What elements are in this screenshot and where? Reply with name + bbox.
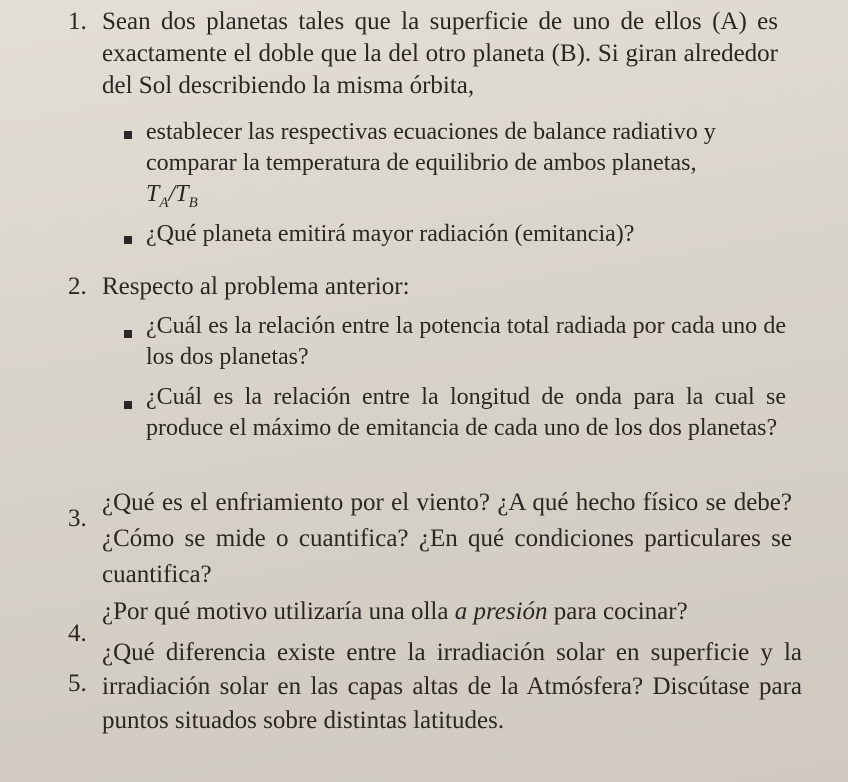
bullet-text: ¿Qué planeta emitirá mayor radiación (emitancia)? (146, 221, 635, 247)
question-text: ¿Qué es el enfriamiento por el viento? ¿A qué hecho físico se debe? ¿Cómo se mide o cuantifica? ¿En qué condiciones particulares se cuantifica? (102, 489, 792, 588)
question-number: 5. (68, 670, 87, 697)
bullet-marker (124, 401, 132, 409)
question-text: ¿Por qué motivo utilizaría una olla a presión para cocinar? (102, 598, 688, 625)
question-text: ¿Qué diferencia existe entre la irradiación solar en superficie y la irradiación solar en las capas altas de la Atmósfera? Discútase para puntos situados sobre distintas latitudes. (102, 639, 802, 734)
bullet-text: ¿Cuál es la relación entre la longitud de onda para la cual se produce el máximo de emitancia de cada uno de los dos planetas? (146, 384, 786, 441)
bullet-text: establecer las respectivas ecuaciones de balance radiativo y comparar la temperatura de equilibrio de ambos planetas, (146, 119, 716, 176)
question-number: 4. (68, 620, 87, 647)
bullet-text: ¿Cuál es la relación entre la potencia total radiada por cada uno de los dos planetas? (146, 313, 786, 370)
bullet-marker (124, 236, 132, 244)
temperature-ratio: $T_A/T_B$ (146, 181, 198, 211)
question-number: 3. (68, 505, 87, 532)
question-number: 2. (68, 273, 87, 300)
question-text: Respecto al problema anterior: (102, 273, 410, 300)
emphasis: a presión (454, 598, 548, 625)
question-number: 1. (68, 8, 87, 35)
bullet-marker (124, 131, 132, 139)
question-text: Sean dos planetas tales que la superficie de uno de ellos (A) es exactamente el doble que la del otro planeta (B). Si giran alrededor del Sol describiendo la misma órbita, (102, 8, 778, 99)
bullet-marker (124, 330, 132, 338)
